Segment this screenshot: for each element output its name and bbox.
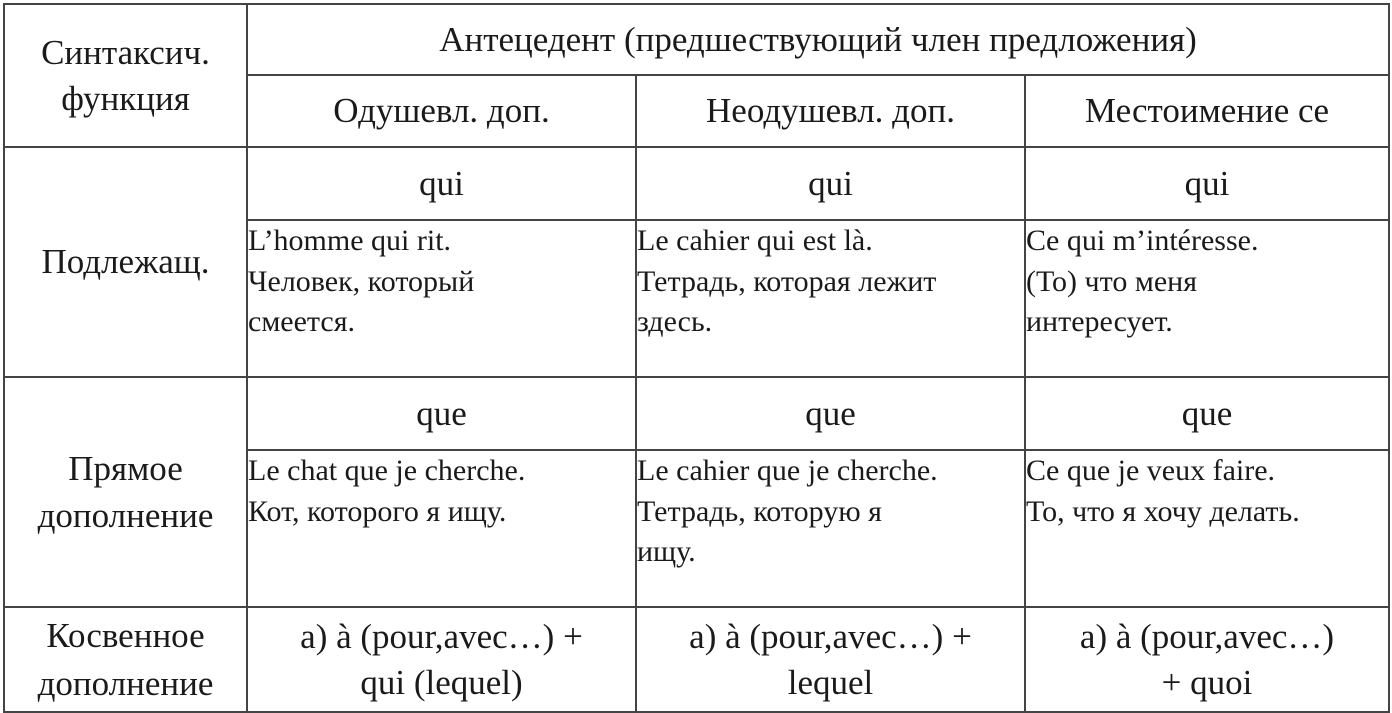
subject-pronoun-inanimate: qui (636, 147, 1025, 220)
header-function-cell (4, 4, 247, 147)
cell-line: qui (lequel) (360, 662, 523, 702)
column-header-pronoun-ce: Местоимение ce (1025, 75, 1389, 147)
column-header-inanimate: Неодушевл. доп. (636, 75, 1025, 147)
row-label-line: дополнение (37, 496, 214, 535)
example-line: То, что я хочу делать. (1026, 494, 1300, 528)
cell-line: a) à (pour,avec…) + (689, 617, 972, 656)
example-line: ищу. (637, 535, 696, 568)
example-line: Ce qui m’intéresse. (1026, 224, 1259, 257)
subject-example-inanimate (636, 220, 1025, 377)
indirect-object-ce (1025, 607, 1389, 712)
cell-line: lequel (787, 662, 874, 702)
example-line: Тетрадь, которая лежит (637, 264, 937, 298)
subject-example-animate (247, 220, 636, 377)
subject-pronoun-ce: qui (1025, 147, 1389, 220)
direct-object-pronoun-ce: que (1025, 377, 1389, 450)
row-label-line: Прямое (68, 448, 183, 488)
direct-object-pronoun-inanimate: que (636, 377, 1025, 450)
example-line: Le chat que je cherche. (248, 454, 526, 487)
header-function-line-2: функция (61, 78, 190, 118)
example-line: Тетрадь, которую я (637, 494, 882, 528)
row-label-indirect-object (4, 607, 247, 712)
example-line: Ce que je veux faire. (1026, 454, 1276, 487)
example-line: интересует. (1026, 305, 1173, 338)
row-label-line: дополнение (37, 663, 214, 703)
example-line: Кот, которого я ищу. (248, 494, 507, 528)
direct-object-pronoun-animate: que (247, 377, 636, 450)
example-line: Le cahier que je cherche. (637, 454, 938, 487)
cell-line: a) à (pour,avec…) + (300, 617, 583, 656)
example-line: (То) что меня (1026, 264, 1198, 298)
direct-object-example-inanimate (636, 450, 1025, 607)
subject-example-ce (1025, 220, 1389, 377)
indirect-object-inanimate (636, 607, 1025, 712)
subject-pronoun-animate: qui (247, 147, 636, 220)
cell-line: a) à (pour,avec…) (1079, 617, 1335, 656)
direct-object-example-animate (247, 450, 636, 607)
example-line: Le cahier qui est là. (637, 224, 873, 257)
cell-line: + quoi (1161, 662, 1253, 702)
row-label-direct-object (4, 377, 247, 607)
header-antecedent: Антецедент (предшествующий член предложения) (247, 4, 1389, 75)
relative-pronouns-table (3, 3, 1390, 713)
column-header-animate: Одушевл. доп. (247, 75, 636, 147)
row-label-subject-text: Подлежащ. (41, 242, 210, 282)
example-line: здесь. (637, 305, 713, 338)
indirect-object-animate (247, 607, 636, 712)
header-function-line-1: Синтаксич. (41, 33, 210, 72)
example-line: Человек, который (248, 264, 475, 298)
row-label-line: Косвенное (46, 616, 205, 656)
direct-object-example-ce (1025, 450, 1389, 607)
row-label-subject (4, 147, 247, 377)
example-line: L’homme qui rit. (248, 224, 452, 257)
example-line: смеется. (248, 305, 356, 338)
